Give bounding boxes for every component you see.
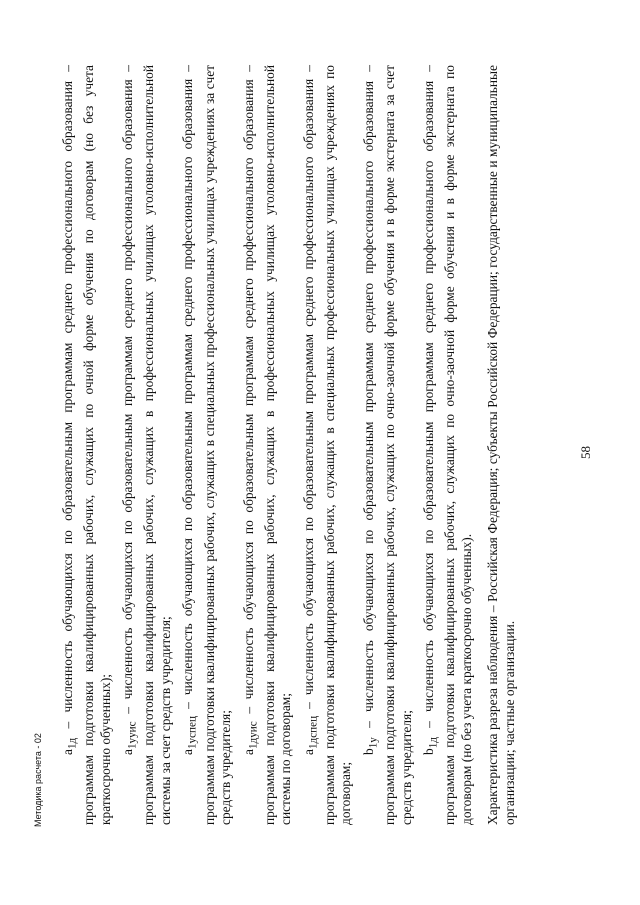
variable-symbol: a (240, 749, 256, 755)
definition-text: – численность обучающихся по образовательным программам среднего профессионального образования – программам подготовки квалифицированных рабочих, служащих по очно-заочной форме обучения и в форме экстерната по договорам (но без учета краткосрочно обученных). (421, 65, 474, 825)
variable-subscript: 1д (427, 737, 440, 749)
definition-paragraph (421, 65, 475, 825)
variable-subscript: 1дуис (247, 721, 260, 750)
definition-paragraph (180, 65, 234, 825)
definition-text: – численность обучающихся по образовательным программам среднего профессионального образования – программам подготовки квалифицированных рабочих, служащих в специальных профессиональных училищах учреждениях за счет средств учредителя; (180, 65, 234, 825)
footer-note: Методика расчета - 02 (33, 733, 43, 827)
definition-text: – численность обучающихся по образовательным программам среднего профессионального образования – программам подготовки квалифицированных рабочих, служащих в специальных профессиональных училищах учреждениях по договорам; (300, 65, 354, 825)
document-body (60, 65, 524, 825)
variable-symbol: a (60, 749, 75, 755)
definition-paragraph (361, 65, 415, 825)
variable-subscript: 1у (367, 737, 380, 749)
variable-symbol: b (421, 748, 437, 755)
definition-paragraph (301, 65, 355, 825)
variable-symbol: a (120, 749, 136, 755)
variable-subscript: 1д (66, 737, 79, 750)
definition-paragraph (120, 65, 174, 825)
variable-subscript: 1дспец (307, 715, 320, 750)
variable-subscript: 1успец (187, 716, 200, 750)
observation-characteristic: Характеристика разреза наблюдения – Российская Федерация; субъекты Российской Федерации; государственные и муниципальные организации; частные организации. (485, 65, 517, 825)
variable-symbol: b (360, 748, 376, 755)
definition-text: – численность обучающихся по образовательным программам среднего профессионального образования – программам подготовки квалифицированных рабочих, служащих в профессиональных училищах уголовно-исполнительной системы за счет средств учредителя; (120, 65, 173, 825)
definition-paragraph (60, 65, 114, 825)
definition-text: – численность обучающихся по образовательным программам среднего профессионального образования – программам подготовки квалифицированных рабочих, служащих в профессиональных училищах уголовно-исполнительной системы по договорам; (240, 65, 294, 825)
variable-symbol: a (180, 749, 196, 755)
variable-subscript: 1ууис (126, 721, 139, 750)
variable-symbol: a (300, 749, 316, 755)
definition-text: – численность обучающихся по образовательным программам среднего профессионального образования – программам подготовки квалифицированных рабочих, служащих по очной форме обучения по договорам (но без учета краткосрочно обученных); (60, 65, 113, 825)
definition-paragraph (241, 65, 295, 825)
definition-text: – численность обучающихся по образовательным программам среднего профессионального образования – программам подготовки квалифицированных рабочих, служащих по очно-заочной форме обучения и в форме экстерната за счет средств учредителя; (360, 65, 414, 825)
page-number: 58 (578, 446, 593, 459)
